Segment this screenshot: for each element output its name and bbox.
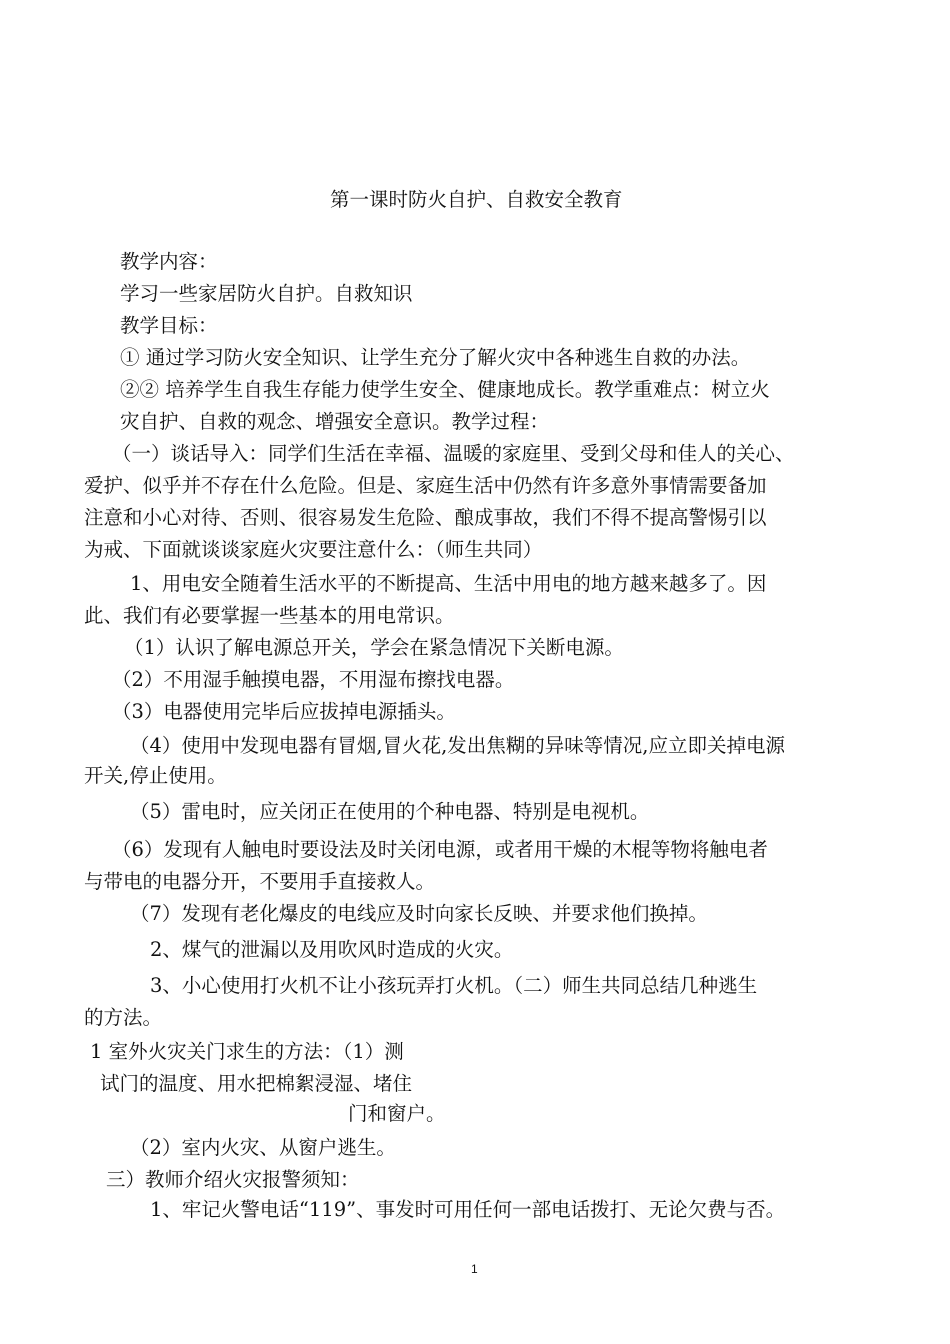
text-line: （2）室内火灾、从窗户逃生。 bbox=[130, 1136, 396, 1159]
text-line: （7）发现有老化爆皮的电线应及时向家长反映、并要求他们换掉。 bbox=[130, 902, 708, 925]
document-title: 第一课时防火自护、自救安全教育 bbox=[330, 188, 623, 211]
text-line: 灾自护、自救的观念、增强安全意识。教学过程： bbox=[120, 410, 550, 433]
page-number: 1 bbox=[471, 1262, 478, 1276]
text-line: 3、小心使用打火机不让小孩玩弄打火机。（二）师生共同总结几种逃生 bbox=[150, 974, 758, 997]
text-line: ②② 培养学生自我生存能力使学生安全、健康地成长。教学重难点：树立火 bbox=[120, 378, 770, 401]
text-line: 开关,停止使用。 bbox=[84, 764, 227, 787]
text-line: 的方法。 bbox=[84, 1006, 163, 1029]
text-line: （3）电器使用完毕后应拔掉电源插头。 bbox=[112, 700, 456, 723]
text-line: （2）不用湿手触摸电器，不用湿布擦找电器。 bbox=[112, 668, 515, 691]
text-line: 爱护、似乎并不存在什么危险。但是、家庭生活中仍然有许多意外事情需要备加 bbox=[84, 474, 767, 497]
text-line: （6）发现有人触电时要设法及时关闭电源，或者用干燥的木棍等物将触电者 bbox=[112, 838, 768, 861]
text-line: （1）认识了解电源总开关，学会在紧急情况下关断电源。 bbox=[124, 636, 624, 659]
text-line: （一）谈话导入：同学们生活在幸福、温暖的家庭里、受到父母和佳人的关心、 bbox=[112, 442, 795, 465]
text-line: 与带电的电器分开，不要用手直接救人。 bbox=[84, 870, 436, 893]
text-line: 学习一些家居防火自护。自救知识 bbox=[120, 282, 413, 305]
text-line: 1 室外火灾关门求生的方法：（1）测 bbox=[90, 1040, 404, 1063]
text-line: 为戒、下面就谈谈家庭火灾要注意什么：（师生共同） bbox=[84, 538, 543, 561]
text-line: （5）雷电时，应关闭正在使用的个种电器、特别是电视机。 bbox=[130, 800, 650, 823]
text-line: 教学目标： bbox=[120, 314, 218, 337]
text-line: 注意和小心对待、否则、很容易发生危险、酿成事故，我们不得不提高警惕引以 bbox=[84, 506, 767, 529]
text-line: 1、牢记火警电话“119”、事发时可用任何一部电话拨打、无论欠费与否。 bbox=[150, 1198, 786, 1221]
text-line: 门和窗户。 bbox=[348, 1102, 446, 1125]
text-line: 三）教师介绍火灾报警须知： bbox=[106, 1168, 360, 1191]
text-line: ① 通过学习防火安全知识、让学生充分了解火灾中各种逃生自救的办法。 bbox=[120, 346, 751, 369]
text-line: 教学内容： bbox=[120, 250, 218, 273]
text-line: （4）使用中发现电器有冒烟,冒火花,发出焦糊的异味等情况,应立即关掉电源 bbox=[130, 734, 786, 757]
text-line: 1、用电安全随着生活水平的不断提高、生活中用电的地方越来越多了。因 bbox=[130, 572, 767, 595]
text-line: 此、我们有必要掌握一些基本的用电常识。 bbox=[84, 604, 455, 627]
text-line: 试门的温度、用水把棉絮浸湿、堵住 bbox=[100, 1072, 413, 1095]
text-line: 2、煤气的泄漏以及用吹风时造成的火灾。 bbox=[150, 938, 514, 961]
